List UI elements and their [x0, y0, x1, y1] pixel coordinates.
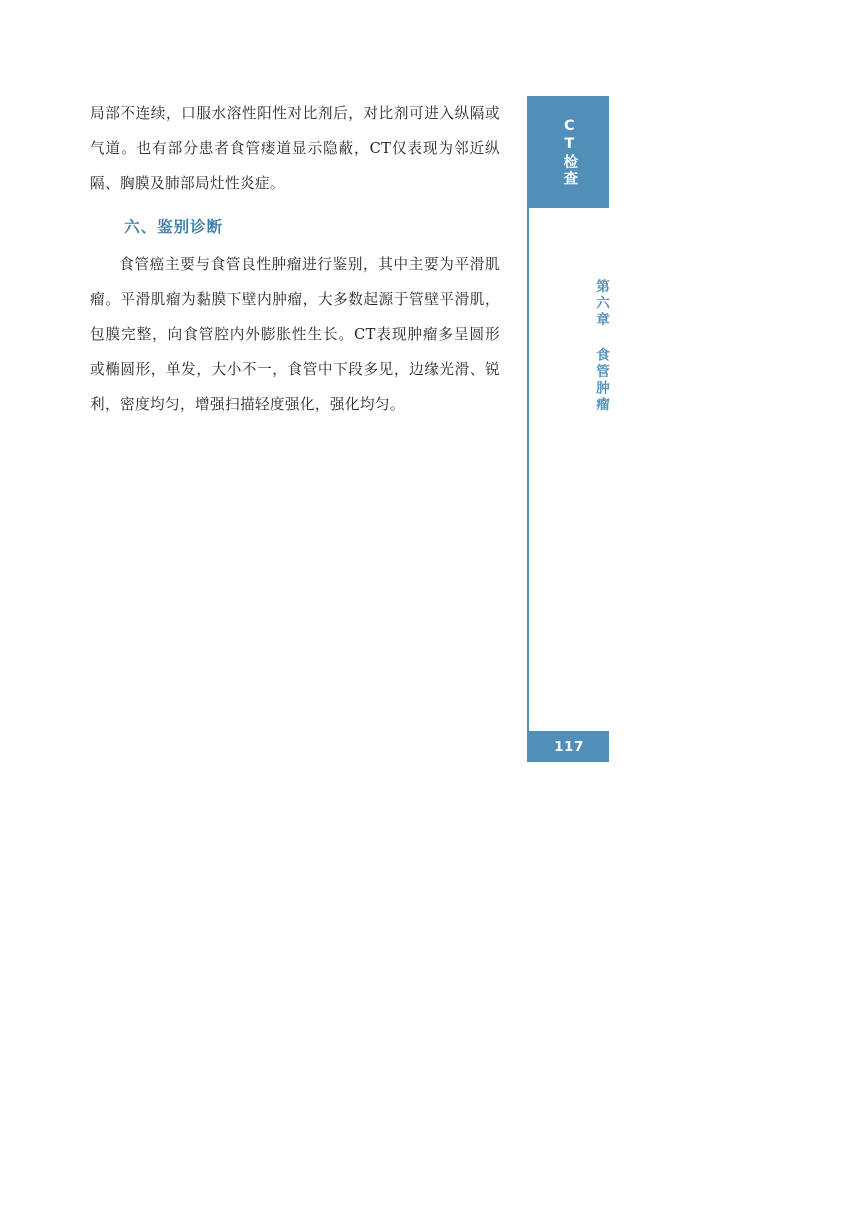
running-head-tab — [529, 96, 609, 208]
page-number-block — [529, 731, 609, 762]
running-head-tab-label: CT检查 — [561, 117, 578, 187]
main-text-column — [90, 96, 500, 422]
section-heading: 六、鉴别诊断 — [124, 217, 224, 236]
page-number: 117 — [554, 738, 584, 755]
chapter-label: 第六章 食管肿瘤 — [593, 278, 609, 414]
paragraph-2: 食管癌主要与食管良性肿瘤进行鉴别，其中主要为平滑肌瘤。平滑肌瘤为黏膜下壁内肿瘤，大多数起源于管壁平滑肌，包膜完整，向食管腔内外膨胀性生长。CT表现肿瘤多呈圆形或椭圆形，单发，大小不一，食管中下段多见，边缘光滑、锐利，密度均匀，增强扫描轻度强化，强化均匀。 — [90, 256, 500, 413]
paragraph-1: 局部不连续，口服水溶性阳性对比剂后，对比剂可进入纵隔或气道。也有部分患者食管瘘道显示隐蔽，CT仅表现为邻近纵隔、胸膜及肺部局灶性炎症。 — [90, 105, 500, 192]
side-rail — [527, 96, 609, 762]
